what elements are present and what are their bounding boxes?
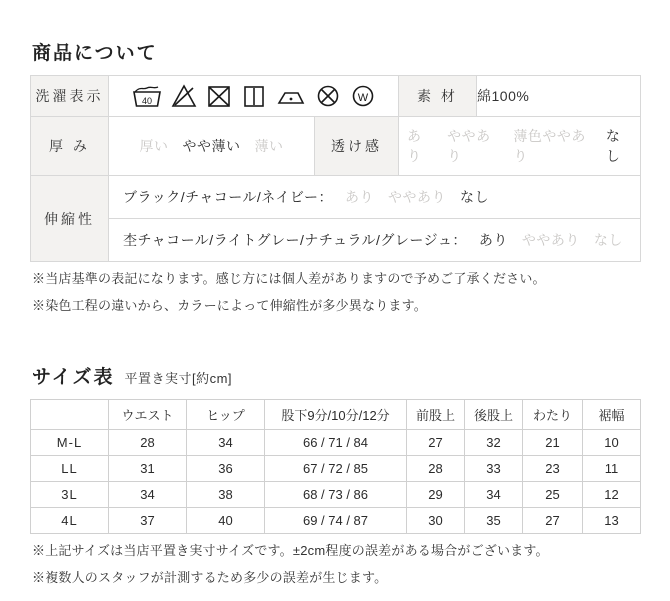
wet-clean-icon: [350, 83, 376, 109]
size-col-header: [31, 400, 109, 430]
thickness-option-selected: やや薄い: [182, 138, 241, 154]
thickness-option: 厚い: [139, 138, 169, 154]
drip-dry-icon: [241, 83, 267, 109]
size-cell: 38: [187, 482, 265, 508]
stretch-option: なし: [593, 232, 623, 248]
stretch-row-label: 杢チャコール/ライトグレー/ナチュラル/グレージュ：: [123, 232, 467, 248]
product-note-2: ※染色工程の違いから、カラーによって伸縮性が多少異なります。: [32, 298, 427, 314]
sheerness-option-selected: なし: [605, 128, 621, 164]
stretch-option-selected: あり: [478, 232, 508, 248]
product-info-table: [30, 75, 641, 262]
wash-icon-group: [109, 76, 398, 116]
size-cell: M-L: [31, 430, 109, 456]
thickness-label: 厚 み: [31, 117, 109, 176]
stretch-option-group: [479, 230, 623, 250]
size-note-2: ※複数人のスタッフが計測するため多少の誤差が生じます。: [32, 570, 388, 586]
size-col-header: 前股上: [407, 400, 465, 430]
size-cell: LL: [31, 456, 109, 482]
page-title: 商品について: [32, 43, 158, 64]
no-tumble-dry-icon: [206, 83, 232, 109]
size-col-header: 裾幅: [583, 400, 641, 430]
size-cell: 13: [583, 508, 641, 534]
table-row: [31, 117, 641, 176]
size-cell: 28: [109, 430, 187, 456]
stretch-option-selected: なし: [459, 189, 489, 205]
sheerness-option: ややあり: [447, 128, 491, 164]
thickness-option: 薄い: [254, 138, 284, 154]
stretch-option: ややあり: [521, 232, 580, 248]
size-cell: 25: [523, 482, 583, 508]
no-bleach-icon: [171, 83, 197, 109]
table-row: [31, 456, 641, 482]
sheerness-label: 透け感: [315, 117, 399, 176]
thickness-options-cell: [109, 117, 315, 176]
sheerness-option: 薄色ややあり: [513, 128, 586, 164]
stretch-row-dark: [109, 176, 640, 218]
size-cell: 21: [523, 430, 583, 456]
table-row: [31, 508, 641, 534]
sheerness-options-cell: [399, 117, 641, 176]
stretch-row-light: [109, 219, 640, 261]
size-col-header: 後股上: [465, 400, 523, 430]
size-cell: 36: [187, 456, 265, 482]
product-note-1: ※当店基準の表記になります。感じ方には個人差がありますので予めご了承ください。: [32, 271, 546, 286]
stretch-option-group: [345, 187, 489, 207]
size-cell: 10: [583, 430, 641, 456]
size-cell: 66 / 71 / 84: [265, 430, 407, 456]
svg-text:W: W: [357, 92, 368, 104]
material-value: 綿100%: [477, 76, 641, 117]
size-col-header: ヒップ: [187, 400, 265, 430]
size-cell: 40: [187, 508, 265, 534]
size-cell: 27: [407, 430, 465, 456]
stretch-option: ややあり: [387, 189, 446, 205]
size-col-header: 股下9分/10分/12分: [265, 400, 407, 430]
size-subtitle: 平置き実寸[約cm]: [124, 371, 233, 387]
size-cell: 68 / 73 / 86: [265, 482, 407, 508]
size-cell: 3L: [31, 482, 109, 508]
table-row: [31, 176, 641, 262]
size-cell: 31: [109, 456, 187, 482]
iron-low-icon: [276, 83, 306, 109]
size-title: サイズ表: [32, 367, 115, 389]
size-col-header: わたり: [523, 400, 583, 430]
stretch-option: あり: [344, 189, 374, 205]
size-cell: 23: [523, 456, 583, 482]
sheerness-option: あり: [407, 128, 422, 164]
size-section: [30, 362, 640, 588]
wash-icons-cell: [109, 76, 399, 117]
size-cell: 34: [109, 482, 187, 508]
wash-40-icon: [132, 83, 162, 109]
stretch-values-cell: [109, 176, 641, 262]
thickness-option-group: [109, 127, 314, 165]
sheerness-option-group: [399, 117, 640, 175]
size-cell: 32: [465, 430, 523, 456]
table-row: [31, 430, 641, 456]
size-cell: 28: [407, 456, 465, 482]
size-cell: 34: [465, 482, 523, 508]
size-table-header-row: [31, 400, 641, 430]
size-heading: [32, 362, 640, 389]
size-cell: 30: [407, 508, 465, 534]
size-cell: 12: [583, 482, 641, 508]
stretch-label: 伸縮性: [31, 176, 109, 262]
size-cell: 27: [523, 508, 583, 534]
size-cell: 33: [465, 456, 523, 482]
size-cell: 69 / 74 / 87: [265, 508, 407, 534]
table-row: [31, 482, 641, 508]
size-cell: 29: [407, 482, 465, 508]
no-dryclean-icon: [315, 83, 341, 109]
size-cell: 37: [109, 508, 187, 534]
size-cell: 4L: [31, 508, 109, 534]
size-cell: 34: [187, 430, 265, 456]
size-note-1: ※上記サイズは当店平置き実寸サイズです。±2cm程度の誤差がある場合がございます。: [32, 543, 549, 559]
size-cell: 11: [583, 456, 641, 482]
size-cell: 35: [465, 508, 523, 534]
material-label: 素 材: [399, 76, 477, 117]
svg-text:40: 40: [141, 96, 152, 106]
stretch-row-label: ブラック/チャコール/ネイビー：: [123, 189, 333, 205]
size-cell: 67 / 72 / 85: [265, 456, 407, 482]
wash-label: 洗濯表示: [31, 76, 109, 117]
size-col-header: ウエスト: [109, 400, 187, 430]
table-row: [31, 76, 641, 117]
size-table: [30, 399, 641, 534]
